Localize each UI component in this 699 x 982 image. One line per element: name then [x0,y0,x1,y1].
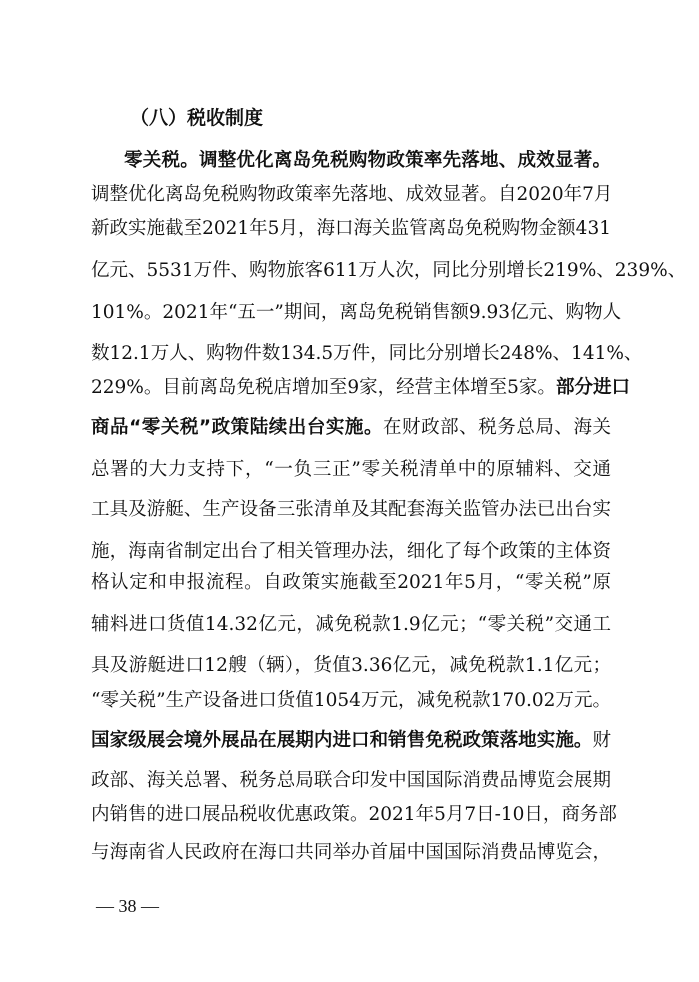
paragraph-line [91,726,611,756]
paragraph-line: 新政实施截至2021年5月，海口海关监管离岛免税购物金额431 [91,218,611,239]
paragraph-line: 格认定和申报流程。自政策实施截至2021年5月，“零关税”原 [91,572,611,593]
paragraph-line: 辅料进口货值14.32亿元，减免税款1.9亿元；“零关税”交通工 [91,614,611,635]
paragraph-line: 总署的大力支持下，“一负三正”零关税清单中的原辅料、交通 [91,459,611,480]
paragraph-line: 数12.1万人、购物件数134.5万件，同比分别增长248%、141%、 [91,343,643,364]
paragraph-line [91,413,611,443]
paragraph-line: 调整优化离岛免税购物政策率先落地、成效显著。自2020年7月 [91,184,613,205]
section-heading: （八）税收制度 [130,107,264,129]
page-number: — 38 — [96,896,159,916]
paragraph-line: 内销售的进口展品税收优惠政策。2021年5月7日-10日，商务部 [91,804,617,825]
paragraph-line [91,373,630,403]
paragraph-line: 与海南省人民政府在海口共同举办首届中国国际消费品博览会， [91,842,611,863]
paragraph-line: 工具及游艇、生产设备三张清单及其配套海关监管办法已出台实 [91,499,611,520]
bold-lead: 商品“零关税”政策陆续出台实施。 [91,417,384,438]
paragraph-line: 施，海南省制定出台了相关管理办法，细化了每个政策的主体资 [91,541,611,562]
text-segment: 在财政部、税务总局、海关 [383,417,611,438]
paragraph-line: 政部、海关总署、税务总局联合印发中国国际消费品博览会展期 [91,770,611,791]
text-segment: 财 [592,730,611,751]
bold-lead: 部分进口 [555,377,630,398]
text-segment: 229%。目前离岛免税店增加至9家，经营主体增至5家。 [91,377,556,398]
paragraph-line: 亿元、5531万件、购物旅客611万人次，同比分别增长219%、239%、 [91,260,687,281]
bold-lead: 零关税。调整优化离岛免税购物政策率先落地、成效显著。 [124,150,611,171]
paragraph-line: 具及游艇进口12艘（辆），货值3.36亿元，减免税款1.1亿元； [91,655,611,676]
paragraph-line: 101%。2021年“五一”期间，离岛免税销售额9.93亿元、购物人 [91,302,622,323]
bold-lead: 国家级展会境外展品在展期内进口和销售免税政策落地实施。 [91,730,593,751]
paragraph-line: “零关税”生产设备进口货值1054万元，减免税款170.02万元。 [91,690,611,711]
paragraph-line [124,146,611,176]
